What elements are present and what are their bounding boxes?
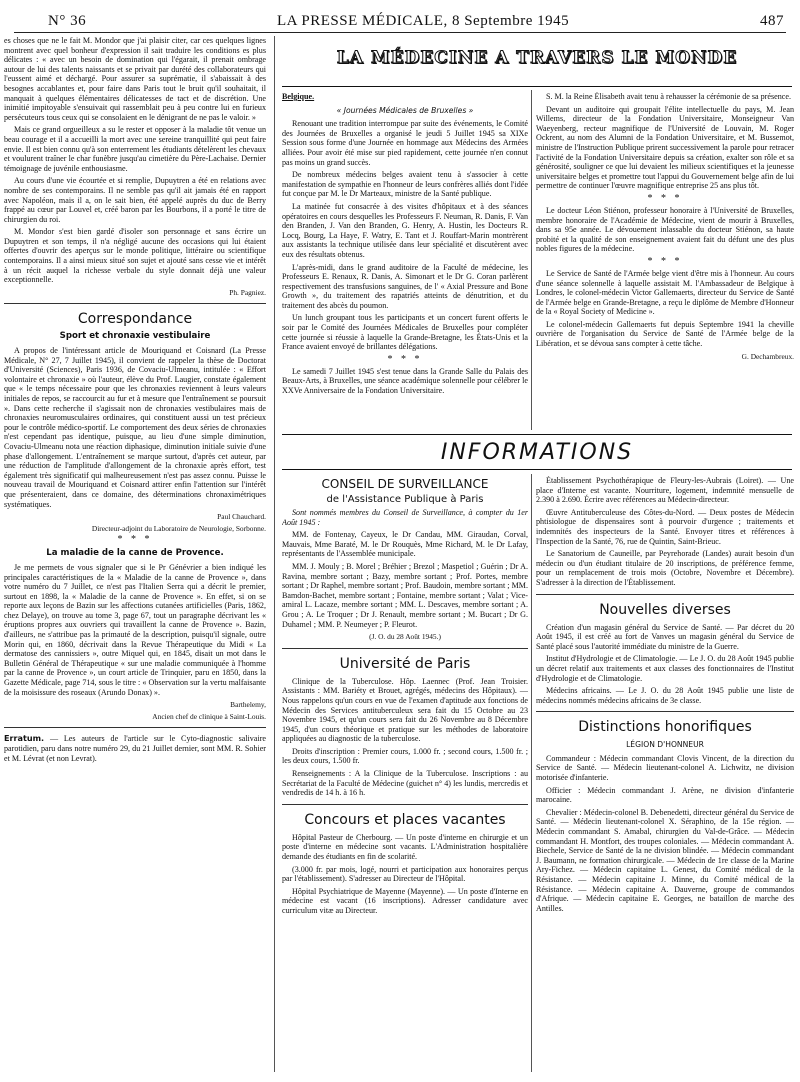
erratum-label: Erratum. <box>4 733 45 744</box>
article-paragraph: Établissement Psychothérapique de Fleury-les-Aubrais (Loiret). — Une place d'Interne est vacante. Nourriture, logement, indemnité mensuelle de 2.390 à 2.690. Écrire avec références au Médecin-directeur. <box>536 476 794 505</box>
subsection-title: Sport et chronaxie vestibulaire <box>59 331 211 342</box>
article-paragraph: Le samedi 7 Juillet 1945 s'est tenue dans la Grande Salle du Palais des Beaux-Arts, à Bruxelles, une séance académique solennelle pour célébrer le XXVe Anniversaire de la Fondation Universitaire. <box>282 366 528 396</box>
article-paragraph: Je me permets de vous signaler que si le Pr Génévrier a bien indiqué les principales caractéristiques de la « Maladie de la canne de Provence », dans votre numéro du 7 Juillet, ce n'est pas l'Italien Serra qui a décrit le premier, surtout en 1898, la « Maladie de la canne de Provence ». En effet, si on se reporte aux leçons de Bazin sur les affections cutanées artificielles (Paris, 1862, chez Delaye), on trouve au tome 3, page 67, tout un paragraphe décrivant les « éruptions propres aux ouvriers qui travaillent la canne de Provence ». Bazin, d'ailleurs, ne s'attribue pas la primauté de la description, puisqu'il signale, outre Morin qui, en 1860, décrivait dans la Revue Thérapeutique du Midi « La dermatose des cannissiers », outre Miquel qui, en 1845, disait un mot dans le Bulletin Général de Thérapeutique « sur une maladie communiquée à l'homme par la canne de Provence », un court article de Trinquier, paru en 1850, dans la Gazette Médicale, page 714, sous le titre : « Observation sur la vertu malfaisante de la moisissure des roseaux (Arundo Donax) ». <box>4 562 266 697</box>
signature: Paul Chauchard. <box>217 512 266 522</box>
informations-rule <box>282 434 792 435</box>
column-right-bottom <box>536 476 794 1076</box>
article-paragraph: Le Service de Santé de l'Armée belge vient d'être mis à l'honneur. Au cours d'une séance solennelle à laquelle assistait M. l'Ambassadeur de Belgique à Londres, le colonel-médecin Victor Gallemaerts, directeur du Service de Santé de l'Armée belge en Grande-Bretagne, a reçu le diplôme de Membre d'Honneur de la « Royal Society of Medicine ». <box>536 268 794 317</box>
column-middle-bottom <box>282 476 528 1076</box>
article-paragraph: Un lunch groupant tous les participants et un concert furent offerts le soir par le Comité des Journées Médicales de Bruxelles pour compléter cette journée si réussie à laquelle la Grande-Bretagne, les États-Unis et la France avaient envoyé de brillantes délégations. <box>282 313 528 352</box>
column-left <box>4 36 266 1076</box>
publication-date: (J. O. du 28 Août 1945.) <box>369 632 441 642</box>
signature: G. Dechambreux. <box>741 351 794 361</box>
article-paragraph: Droits d'inscription : Premier cours, 1.000 fr. ; second cours, 1.500 fr. ; les deux cours, 1.500 fr. <box>282 746 528 766</box>
article-paragraph: Œuvre Antituberculeuse des Côtes-du-Nord. — Deux postes de Médecin phtisiologue de dispensaires sont à pourvoir d'urgence ; traitements et indemnités des inspecteurs de la Santé. Envoyer titres et références à l'Inspection de la Santé, 76, rue de Quintin, Saint-Brieuc. <box>536 507 794 546</box>
article-paragraph: Commandeur : Médecin commandant Clovis Vincent, de la direction du Service de Santé. — Médecin lieutenant-colonel A. Lichwitz, ne division motorisée d'infanterie. <box>536 753 794 783</box>
signature-title: Ancien chef de clinique à Saint-Louis. <box>152 711 266 721</box>
signature-title: Directeur-adjoint du Laboratoire de Neurologie, Sorbonne. <box>91 523 266 533</box>
article-paragraph: L'après-midi, dans le grand auditoire de la Faculté de médecine, les Professeurs E. Renaux, R. Danis, A. Simonart et le Dr G. Coran parlèrent respectivement des transfusions sanguines, de l' « Axial Pressure and Bone Growth », du traitement des rapatriés atteints de dénutrition, et du traitement des abcès du poumon. <box>282 262 528 310</box>
article-paragraph: Mais ce grand orgueilleux a su le rester et opposer à la maladie tôt venue un beau courage et il a accueilli la mort avec une sereine tranquillité qui peut faire envie. Il est bien connu qu'à son enterrement les étudiants dételèrent les chevaux et voulurent traîner le char funèbre jusqu'au cimetière du Père-Lachaise. Dernier témoignage de juvénile enthousiasme. <box>4 125 266 173</box>
section-rule <box>4 727 266 728</box>
article-paragraph: Renseignements : A la Clinique de la Tuberculose. Inscriptions : au Secrétariat de la Faculté de Médecine (guichet n° 4) les lundis, mercredis et vendredis de 14 h. à 16 h. <box>282 769 528 798</box>
section-rule <box>4 303 266 304</box>
header-rule <box>14 32 786 33</box>
article-paragraph: Création d'un magasin général du Service de Santé. — Par décret du 20 Août 1945, il est créé au fort de Vanves un magasin général du Service de Santé placé sous l'autorité immédiate du ministre de la Guerre. <box>536 622 794 651</box>
article-paragraph: Hôpital Pasteur de Cherbourg. — Un poste d'interne en chirurgie et un poste d'interne en médecine sont vacants. L'Administration hospitalière demande des étudiants en fin de scolarité. <box>282 832 528 862</box>
article-paragraph: Médecins africains. — Le J. O. du 28 Août 1945 publie une liste de médecins nommés médecins africains de 3e classe. <box>536 686 794 705</box>
article-title: « Journées Médicales de Bruxelles » <box>336 105 474 115</box>
column-right-top: S. M. la Reine Élisabeth avait tenu à rehausser la cérémonie de sa présence. Devant un auditoire qui groupait l'élite intellectuelle du pays, M. Jean Willems, directeur de la Fondation Universitaire, Monseigneur Van Waeyenberg, recteur magnifique de l'Université de Louvain, M. Roger Ockrent, au nom des Alumni de la Fondation Universitaire, et M. Bussemot, ministre de l'Instruction Publique prirent successivement la parole pour retracer l'activité de la Fondation Universitaire depuis sa création, exalter son rôle et sa générosité, souligner ce que lui devaient les milieux scientifiques et la jeunesse universitaire belges et promettre tout l'appui du Gouvernement belge afin de lui permettre de continuer l'œuvre magnifique entreprise 25 ans plus tôt. * * * Le docteur Léon Stiénon, professeur honoraire à l'Université de Bruxelles, membre honoraire de l'Académie de Médecine, vient de mourir à Bruxelles, dans sa 95e année. Le dévouement inlassable du docteur Stiénon, sa haute probité et la qualité de son enseignement avaient fait du défunt une des plus nobles figures de la médecine. * * * Le Service de Santé de l'Armée belge vient d'être mis à l'honneur. Au cours d'une séance solennelle à laquelle assistait M. l'Ambassadeur de Belgique à Londres, le colonel-médecin Victor Gallemaerts, directeur du Service de Santé de l'Armée belge en Grande-Bretagne, a reçu le diplôme de Membre d'Honneur de la « Royal Society of Medicine ». Le colonel-médecin Gallemaerts fut depuis Septembre 1941 la cheville ouvrière de l'organisation du Service de Santé de l'Armée belge de la Libération, et se dévoua sans compter à cette tâche. G. Dechambreux. <box>536 92 794 361</box>
article-paragraph: Devant un auditoire qui groupait l'élite intellectuelle du pays, M. Jean Willems, directeur de la Fondation Universitaire, Monseigneur Van Waeyenberg, recteur magnifique de l'Université de Louvain, M. Roger Ockrent, au nom des Alumni de la Fondation Universitaire, et M. Bussemot, ministre de l'Instruction Publique prirent successivement la parole pour retracer l'activité de la Fondation Universitaire depuis sa création, exalter son rôle et sa générosité, souligner ce que lui devaient les milieux scientifiques et la jeunesse universitaire belges et promettre tout l'appui du Gouvernement belge afin de lui permettre de continuer l'œuvre magnifique entreprise 25 ans plus tôt. <box>536 104 794 191</box>
article-paragraph: Sont nommés membres du Conseil de Surveillance, à compter du 1er Août 1945 : <box>282 508 528 527</box>
article-paragraph: Chevalier : Médecin-colonel B. Debenedetti, directeur général du Service de Santé. — Médecin lieutenant-colonel X. Séraphino, de la 15e région. — Médecin commandant S. Amabal, chirurgien du Val-de-Grâce. — Médecin commandant H. Montfort, des troupes coloniales. — Médecin commandant A. Biechele, Service de Santé de la ne division blindée. — Médecin commandant J. Baumann, ne formation chirurgicale. — Médecin de 1re classe de la Marine Ary-Fichez. — Médecin capitaine L. Genest, du Comité médical de la Résistance. — Médecin capitaine J. Minne, du Comité médical de la Résistance. — Médecin capitaine A. Dauverne, groupe de commandos d'Afrique. — Médecin capitaine E. Georges, ne bataillon de marche des Antilles. <box>536 807 794 913</box>
subsection-title: La maladie de la canne de Provence. <box>46 548 224 559</box>
article-paragraph: (3.000 fr. par mois, logé, nourri et participation aux honoraires perçus par l'établissement). S'adresser au Directeur de l'Hôpital. <box>282 864 528 884</box>
column-middle-top: Belgique. « Journées Médicales de Bruxelles » Renouant une tradition interrompue par suite des événements, le Comité des Journées de Bruxelles a organisé le jeudi 5 Juillet 1945 sa XIXe Session sous forme d'une Journée en hommage aux Médecins des Armées alliées. Pour avoir été mise sur pied rapidement, cette journée n'en connut pas moins un grand succès. De nombreux médecins belges avaient tenu à s'associer à cette manifestation de sympathie en l'honneur de leurs confrères alliés dont l'idée fut conçue par M. le Dr Marteaux, ministre de la Santé publique. La matinée fut consacrée à des visites d'hôpitaux et à des séances opératoires en cours desquelles les Professeurs F. Neuman, R. Danis, F. Van den Branden, J. Van den Branden, G. Henry, A. Hustin, les Docteurs R. Locq, Bourg, La Haye, F. Watry, E. Tant et J. Rouffart-Marin montrèrent aux assistants la technique utilisée dans leur spécialité et discutèrent avec eux des résultats obtenus. L'après-midi, dans le grand auditoire de la Faculté de médecine, les Professeurs E. Renaux, R. Danis, A. Simonart et le Dr G. Coran parlèrent respectivement des transfusions sanguines, de l' « Axial Pressure and Bone Growth », du traitement des rapatriés atteints de dénutrition, et du traitement des abcès du poumon. Un lunch groupant tous les participants et un concert furent offerts le soir par le Comité des Journées Médicales de Bruxelles pour compléter cette journée si réussie à laquelle la Grande-Bretagne, les États-Unis et la France avaient envoyé de brillantes délégations. * * * Le samedi 7 Juillet 1945 s'est tenue dans la Grande Salle du Palais des Beaux-Arts, à Bruxelles, une séance académique solennelle pour célébrer le XXVe Anniversaire de la Fondation Universitaire. <box>282 92 528 396</box>
section-title-conseil: CONSEIL DE SURVEILLANCE <box>321 477 489 491</box>
article-paragraph: Au cours d'une vie écourtée et si remplie, Dupuytren a été en relations avec nombre de ses contemporains. Il ne semble pas qu'il ait jamais été en rapport avec Napoléon, mais il a, on le sait bien, été appelé auprès du duc de Berry frappé au cœur par Louvel et, créé baron par les Bourbons, il a porté le titre de chirurgien du roi. <box>4 176 266 224</box>
article-paragraph: S. M. la Reine Élisabeth avait tenu à rehausser la cérémonie de sa présence. <box>546 92 791 101</box>
erratum-text: — Les auteurs de l'article sur le Cyto-diagnostic salivaire parotidien, paru dans notre numéro 29, du 21 Juillet dernier, sont MM. R. Sohier et M. Lévrat (et non Levrat). <box>4 734 266 763</box>
informations-title: INFORMATIONS <box>440 440 634 465</box>
article-paragraph: M. Mondor s'est bien gardé d'isoler son personnage et sans écrire un Dupuytren et son temps, il n'a négligé aucune des occasions qui lui étaient offertes d'ouvrir des aperçus sur le monde politique, littéraire ou scientifique contemporains. Il a ainsi mieux situé son sujet et ajouté sans cesse vie et intérêt à un récit auquel la richesse verbale du style donnait déjà une valeur exceptionnelle. <box>4 227 266 285</box>
informations-rule <box>282 469 792 470</box>
section-banner: LA MÉDECINE A TRAVERS LE MONDE <box>336 48 738 68</box>
section-subtitle: de l'Assistance Publique à Paris <box>326 494 484 505</box>
signature: Ph. Pagniez. <box>229 287 266 297</box>
country-heading: Belgique. <box>282 92 315 101</box>
article-paragraph: Renouant une tradition interrompue par suite des événements, le Comité des Journées de Bruxelles a organisé le jeudi 5 Juillet 1945 sa XIXe Session sous forme d'une Journée en hommage aux Médecins des Armées alliées. Pour avoir été mise sur pied rapidement, cette journée n'en connut pas moins un grand succès. <box>282 119 528 167</box>
page-header <box>48 8 784 30</box>
issue-number: N° 36 <box>48 13 87 29</box>
article-paragraph: Le colonel-médecin Gallemaerts fut depuis Septembre 1941 la cheville ouvrière de l'organisation du Service de Santé de l'Armée belge de la Libération, et se dévoua sans compter à cette tâche. <box>536 319 794 349</box>
section-title-concours: Concours et places vacantes <box>304 811 506 828</box>
banner-rule <box>282 86 792 87</box>
column-divider <box>531 90 532 430</box>
section-title-distinctions: Distinctions honorifiques <box>578 719 752 736</box>
article-paragraph: Le Sanatorium de Cauneille, par Peyrehorade (Landes) aurait besoin d'un médecin ou d'un étudiant titulaire de 20 inscriptions, de préférence femme, pour un remplacement de trois mois (Octobre, Novembre et Décembre). S'adresser à la direction de l'Établissement. <box>536 549 794 587</box>
article-paragraph: Hôpital Psychiatrique de Mayenne (Mayenne). — Un poste d'Interne en médecine est vacant (16 inscriptions). Adresser candidature avec curriculum vitæ au Directeur. <box>282 886 528 915</box>
column-divider <box>531 474 532 1072</box>
article-paragraph: Officier : Médecin commandant J. Arène, ne division d'infanterie marocaine. <box>536 785 794 805</box>
column-divider <box>274 36 275 1072</box>
separator-stars: * * * <box>117 534 153 546</box>
article-paragraph: Clinique de la Tuberculose. Hôp. Laennec (Prof. Jean Troisier. Assistants : MM. Bariéty et Brouet, agrégés, médecins des Hôpitaux). — Nous rappelons qu'un cours en vue de l'examen d'aptitude aux fonctions de Médecin des Services antituberculeux sera fait du 15 Octobre au 23 Novembre 1945, et qu'un cours sera fait du 26 Novembre au 8 Décembre 1945, d'un cours théorique et pratique sur les méthodes de laboratoire appliquées au diagnostic de la tuberculose. <box>282 676 528 744</box>
article-paragraph: De nombreux médecins belges avaient tenu à s'associer à cette manifestation de sympathie en l'honneur de leurs confrères alliés dont l'idée fut conçue par M. le Dr Marteaux, ministre de la Santé publique. <box>282 170 528 199</box>
article-paragraph: La matinée fut consacrée à des visites d'hôpitaux et à des séances opératoires en cours desquelles les Professeurs F. Neuman, R. Danis, F. Van den Branden, J. Van den Branden, G. Henry, A. Hustin, les Docteurs R. Locq, Bourg, La Haye, F. Watry, E. Tant et J. Rouffart-Marin montrèrent aux assistants la technique utilisée dans leur spécialité et discutèrent avec eux des résultats obtenus. <box>282 201 528 259</box>
section-title-correspondance: Correspondance <box>77 311 193 328</box>
signature: Barthelemy, <box>230 700 266 710</box>
article-paragraph: Le docteur Léon Stiénon, professeur honoraire à l'Université de Bruxelles, membre honoraire de l'Académie de Médecine, vient de mourir à Bruxelles, dans sa 95e année. Le dévouement inlassable du docteur Stiénon, sa haute probité et la qualité de son enseignement avaient fait du défunt une des plus nobles figures de la médecine. <box>536 205 794 254</box>
article-paragraph: A propos de l'intéressant article de Mouriquand et Coisnard (La Presse Médicale, N° 27, 7 Juillet 1945), il convient de rappeler la thèse de Doctorat d'Université (Sciences), Paris 1936, de Covaciu-Ulmeanu, intitulée : « Effort volontaire et chronaxie » où l'auteur, élève du Prof. Laugier, constate également que « le temps nécessaire pour que les chronaxies reviennent à leurs valeurs initiales de repos, se raccourcit au fur et à mesure que l'entraînement se poursuit ». Dans cette recherche il s'agissait non de chronaxies vestibulaires mais de chronaxies neuromusculaires ordinaires, qui constituent aussi un test précieux pour le contrôle médico-sportif. Le comportement des deux séries de chronaxies n'est cependant pas identique, puisque, au lieu d'une simple diminution, Covaciu-Ulmeanu nota une réaction diphasique, diminution initiale suivie d'une phase d'allongement. L'entraînement se marque surtout, d'après cet auteur, par une réduction de l'amplitude d'allongement de la chronaxie après effort, test également très significatif qui malheureusement n'est pas assez connu. Puisse le nouveau travail de Mouriquand et Coisnard attirer enfin l'attention sur l'intérêt que présenteraient, dans ce domaine, des déterminations chronaximétriques systématiques. <box>4 346 266 509</box>
section-title-universite: Université de Paris <box>339 655 471 672</box>
article-paragraph: MM. J. Mouly ; B. Morel ; Bréhier ; Brezol ; Maspetiol ; Guérin ; Dr A. Ravina, membre sortant ; Bazy, membre sortant ; Prof. Portes, membre sortant ; Dr Raphel, membre sortant ; Prof. Baudoin, membre sortant ; MM. Bamdon-Bachet, membre sortant ; Fontaine, membre sortant ; Valat ; Vice-amiral L. Lacaze, membre sortant ; MM. L. Descaves, membre sortant ; A. Grou ; A. Le Troquer ; Dr J. Renault, membre sortant ; M. Bucart ; Dr G. Duhamel ; MM. P. Neumeyer ; P. Fleurot. <box>282 561 528 629</box>
article-paragraph: es choses que ne le fait M. Mondor que j'ai plaisir citer, car ces quelques lignes montrent avec quel bonheur d'expression il sait traduire les conditions es plus délicates : « avec un besoin de domination qui l'égarait, il prenait ombrage autour de lui des talents naissants et se privait par durété des collaborateurs qui l'eussent aimé et déchargé. Pour assurer sa suprématie, il s'abaissait à des besognes accablantes et, pour faire dans Paris tout le bruit qu'il souhaitait, il manquait à quelques élémentaires délicatesses de tact et de discrétion. Une inimitié impitoyable s'ensuivait qui rassemblait peu à peu contre lui en furieux persécuteurs tous ceux qui se consolaient en le dénigrant de ne pas le valoir. » <box>4 36 266 122</box>
article-paragraph: MM. de Fontenay, Cayeux, le Dr Candau, MM. Giraudan, Corval, Mauvais, Mme Baraté, M. le Dr Rouquès, Mme Richard, M. le Dr Lafay, représentants de l'Assemblée municipale. <box>282 530 528 559</box>
section-title-nouvelles: Nouvelles diverses <box>599 601 731 618</box>
page-number: 487 <box>760 13 784 29</box>
subsection-title: LÉGION D'HONNEUR <box>626 740 704 750</box>
article-paragraph: Institut d'Hydrologie et de Climatologie. — Le J. O. du 28 Août 1945 publie un décret relatif aux traitements et aux classes des fonctionnaires de l'Institut d'Hydrologie et de Climatologie. <box>536 654 794 683</box>
masthead-title: LA PRESSE MÉDICALE, 8 Septembre 1945 <box>276 13 570 29</box>
